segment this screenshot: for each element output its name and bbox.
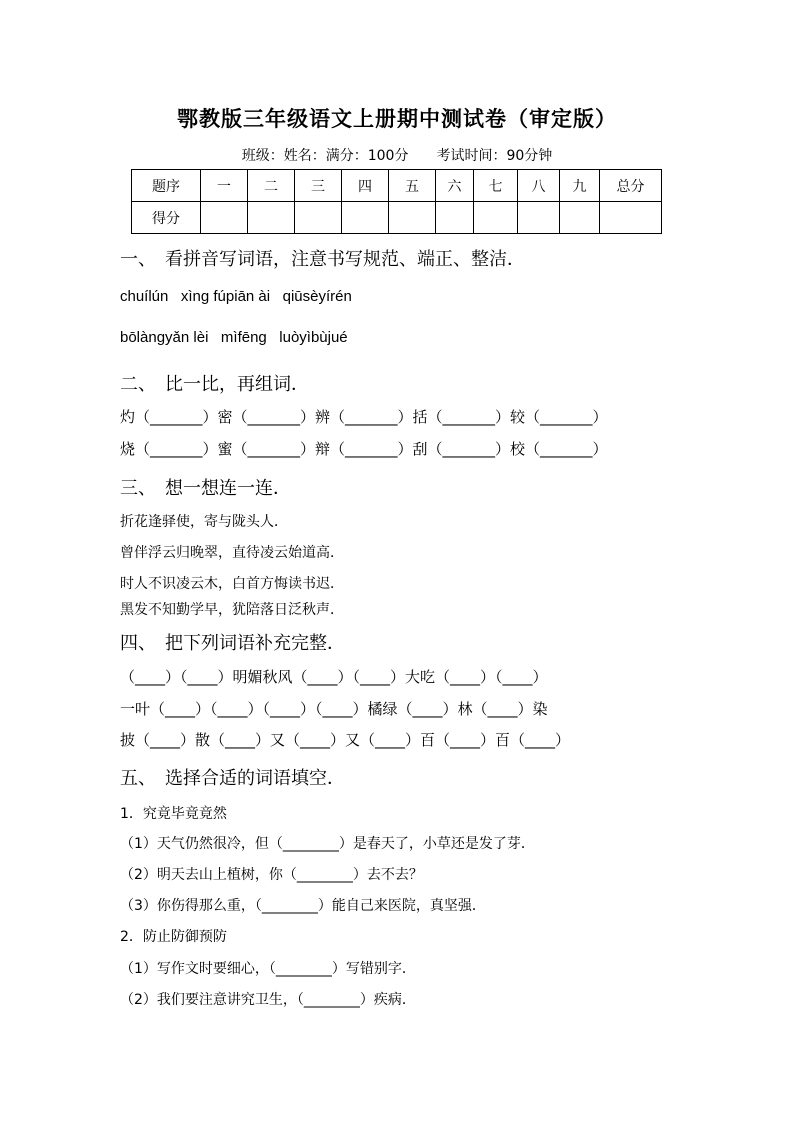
- score-cell[interactable]: [518, 202, 560, 234]
- page-title: 鄂教版三年级语文上册期中测试卷（审定版）: [177, 106, 617, 131]
- group-2-title: 2．防止防御预防: [120, 929, 227, 945]
- compare-line: 烧（_______）蜜（_______）辩（_______）刮（_______）校（_______）: [120, 440, 608, 458]
- poem-line: 黑发不知勤学早，犹陪落日泛秋声．: [120, 602, 344, 618]
- score-table: [131, 169, 662, 234]
- score-cell[interactable]: [560, 202, 600, 234]
- header-cell: 三: [295, 170, 342, 202]
- exam-info: 班级：姓名：满分：100分 考试时间：90分钟: [241, 148, 553, 164]
- header-cell: 五: [389, 170, 436, 202]
- fill-line: 一叶（____）（____）（____）（____）橘绿（____）林（____）染: [120, 700, 548, 718]
- score-table-score-row: [132, 202, 662, 234]
- fill-line: （____）（____）明媚秋风（____）（____）大吃（____）（____）: [120, 668, 548, 686]
- score-cell[interactable]: [436, 202, 474, 234]
- question-line: （1）写作文时要细心，（________）写错别字．: [120, 961, 416, 977]
- score-row-label: 得分: [132, 202, 201, 234]
- score-cell[interactable]: [474, 202, 518, 234]
- poem-line: 折花逢驿使，寄与陇头人．: [120, 514, 288, 530]
- score-cell[interactable]: [600, 202, 662, 234]
- question-line: （2）明天去山上植树，你（________）去不去？: [120, 867, 423, 883]
- section-3-heading: 三、 想一想连一连．: [120, 478, 291, 499]
- question-line: （3）你伤得那么重，（________）能自己来医院，真坚强．: [120, 898, 486, 914]
- header-cell: 九: [560, 170, 600, 202]
- score-cell[interactable]: [389, 202, 436, 234]
- compare-line: 灼（_______）密（_______）辨（_______）括（_______）较（_______）: [120, 408, 608, 426]
- header-cell: 一: [201, 170, 248, 202]
- header-cell: 八: [518, 170, 560, 202]
- header-cell: 七: [474, 170, 518, 202]
- question-line: （2）我们要注意讲究卫生，（________）疾病．: [120, 992, 416, 1008]
- section-2-heading: 二、 比一比，再组词．: [120, 374, 309, 395]
- section-4-heading: 四、 把下列词语补充完整．: [120, 633, 345, 654]
- header-cell: 二: [248, 170, 295, 202]
- score-table-header-row: [132, 170, 662, 202]
- score-cell[interactable]: [342, 202, 389, 234]
- pinyin-line: bōlàngyǎn lèi mìfēng luòyìbùjué: [120, 329, 348, 346]
- score-cell[interactable]: [201, 202, 248, 234]
- header-cell: 四: [342, 170, 389, 202]
- fill-line: 披（____）散（____）又（____）又（____）百（____）百（____）: [120, 731, 571, 749]
- pinyin-line: chuílún xìng fúpiān ài qiūsèyírén: [120, 288, 352, 305]
- header-cell: 六: [436, 170, 474, 202]
- section-1-heading: 一、 看拼音写词语，注意书写规范、端正、整洁．: [120, 249, 525, 270]
- header-cell: 总分: [600, 170, 662, 202]
- poem-line: 曾伴浮云归晚翠，直待凌云始道高．: [120, 545, 344, 561]
- score-cell[interactable]: [295, 202, 342, 234]
- section-5-heading: 五、 选择合适的词语填空．: [120, 768, 345, 789]
- group-1-title: 1．究竟毕竟竟然: [120, 806, 227, 822]
- header-cell: 题序: [132, 170, 201, 202]
- question-line: （1）天气仍然很冷，但（________）是春天了，小草还是发了芽．: [120, 836, 535, 852]
- score-cell[interactable]: [248, 202, 295, 234]
- poem-line: 时人不识凌云木，白首方悔读书迟．: [120, 576, 344, 592]
